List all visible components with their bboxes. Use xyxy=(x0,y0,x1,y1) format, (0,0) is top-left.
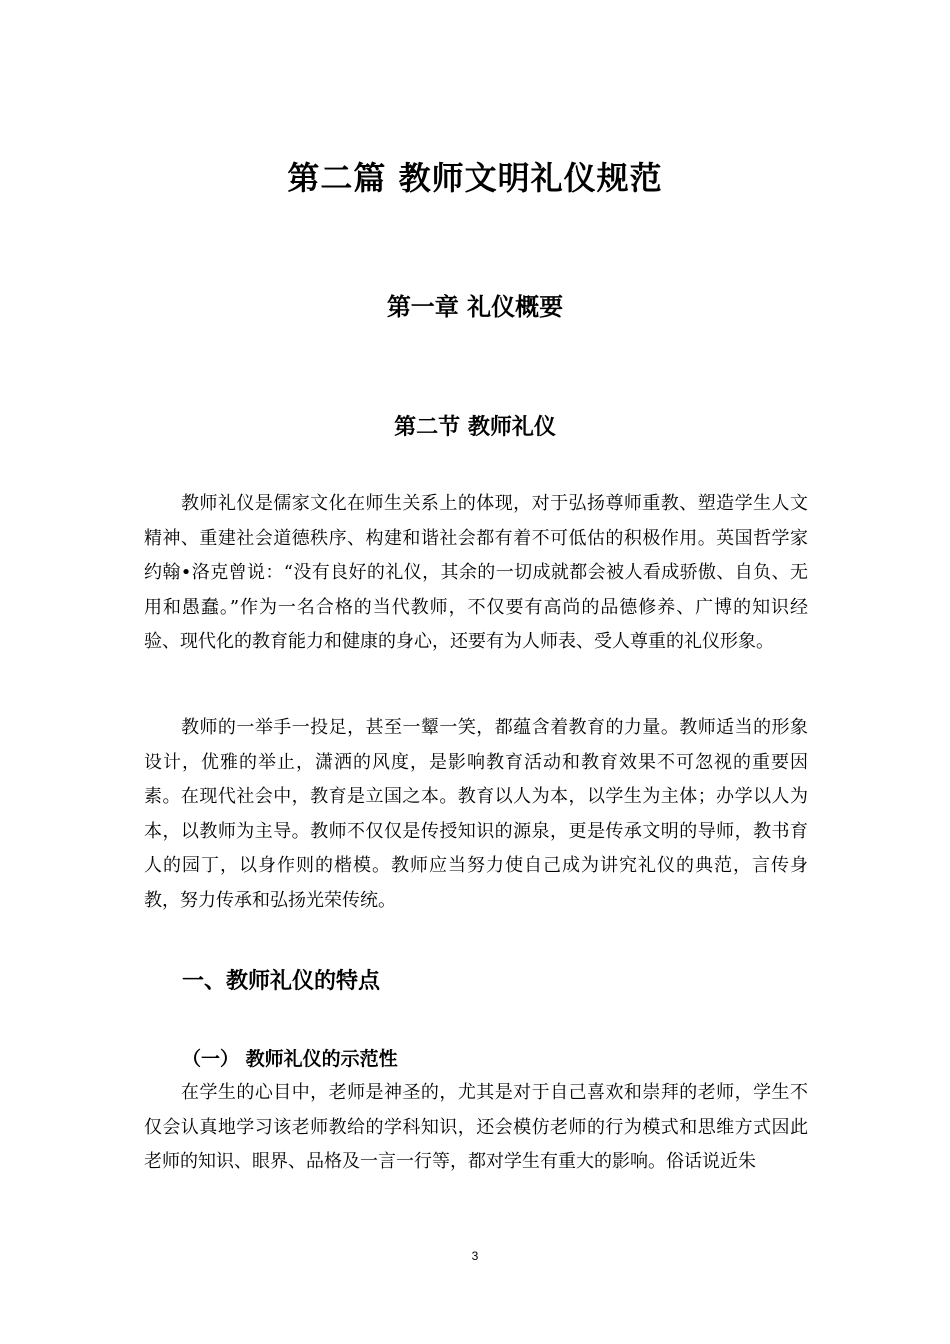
chapter-title: 第一章 礼仪概要 xyxy=(386,293,564,321)
part-title: 第二篇 教师文明礼仪规范 xyxy=(287,159,663,197)
body-paragraph: 教师的一举手一投足，甚至一颦一笑，都蕴含着教育的力量。教师适当的形象设计，优雅的举止，潇洒的风度，是影响教育活动和教育效果不可忽视的重要因素。在现代社会中，教育是立国之本。教育以人为本，以学生为主体；办学以人为本，以教师为主导。教师不仅仅是传授知识的源泉，更是传承文明的导师，教书育人的园丁，以身作则的楷模。教师应当努力使自己成为讲究礼仪的典范，言传身教，努力传承和弘扬光荣传统。 xyxy=(144,717,808,911)
section-title: 第二节 教师礼仪 xyxy=(394,415,556,440)
body-paragraph: 在学生的心目中，老师是神圣的，尤其是对于自己喜欢和崇拜的老师，学生不仅会认真地学习该老师教给的学科知识，还会模仿老师的行为模式和思维方式因此老师的知识、眼界、品格及一言一行等，都对学生有重大的影响。俗话说近朱 xyxy=(144,1082,808,1172)
body-paragraph: 教师礼仪是儒家文化在师生关系上的体现，对于弘扬尊师重教、塑造学生人文精神、重建社会道德秩序、构建和谐社会都有着不可低估的积极作用。英国哲学家约翰•洛克曾说：“没有良好的礼仪，其余的一切成就都会被人看成骄傲、自负、无用和愚蠢。”作为一名合格的当代教师，不仅要有高尚的品德修养、广博的知识经验、现代化的教育能力和健康的身心，还要有为人师表、受人尊重的礼仪形象。 xyxy=(144,493,808,652)
subsection-heading: 一、教师礼仪的特点 xyxy=(182,969,381,994)
subsubsection-heading: （一） 教师礼仪的示范性 xyxy=(182,1048,398,1070)
page-number: 3 xyxy=(471,1249,479,1263)
